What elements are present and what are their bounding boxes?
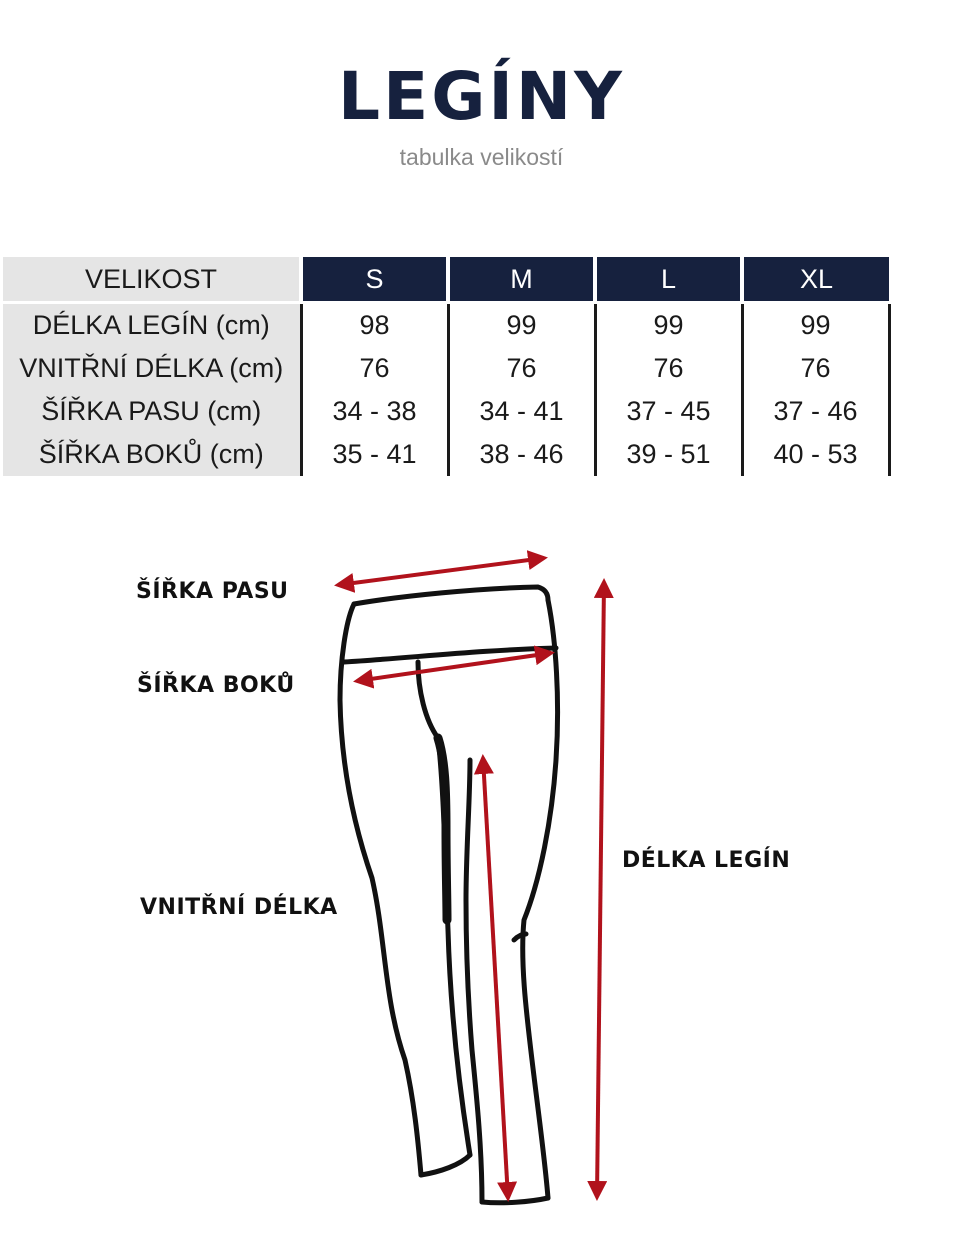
table-cell: 76: [742, 347, 889, 390]
table-cell: 37 - 45: [595, 390, 742, 433]
inseam-arrow: [483, 758, 508, 1198]
table-cell: 37 - 46: [742, 390, 889, 433]
size-table-header-row: [3, 257, 889, 303]
inseam-length-label: VNITŘNÍ DÉLKA: [140, 895, 338, 920]
waist-width-arrow: [338, 558, 544, 585]
row-label: DÉLKA LEGÍN (cm): [3, 303, 301, 348]
size-header-xl: XL: [742, 257, 889, 303]
page-title: LEGÍNY: [338, 58, 625, 135]
table-row: [3, 433, 889, 476]
total-length-label: DÉLKA LEGÍN: [622, 848, 791, 873]
size-column-header: VELIKOST: [3, 257, 301, 303]
table-cell: 76: [595, 347, 742, 390]
size-header-s: S: [301, 257, 448, 303]
table-cell: 40 - 53: [742, 433, 889, 476]
table-row: [3, 390, 889, 433]
table-cell: 39 - 51: [595, 433, 742, 476]
table-cell: 34 - 41: [448, 390, 595, 433]
leggings-measurement-diagram: [0, 520, 963, 1220]
table-cell: 99: [742, 303, 889, 348]
table-cell: 99: [595, 303, 742, 348]
hip-width-label: ŠÍŘKA BOKŮ: [137, 673, 295, 698]
size-table: [3, 257, 891, 476]
page-subtitle: tabulka velikostí: [399, 144, 564, 170]
table-cell: 99: [448, 303, 595, 348]
size-header-m: M: [448, 257, 595, 303]
size-header-l: L: [595, 257, 742, 303]
table-cell: 35 - 41: [301, 433, 448, 476]
table-cell: 34 - 38: [301, 390, 448, 433]
row-label: ŠÍŘKA PASU (cm): [3, 390, 301, 433]
total-length-arrow: [597, 582, 604, 1197]
table-cell: 76: [301, 347, 448, 390]
row-label: ŠÍŘKA BOKŮ (cm): [3, 433, 301, 476]
table-row: [3, 303, 889, 348]
row-label: VNITŘNÍ DÉLKA (cm): [3, 347, 301, 390]
table-row: [3, 347, 889, 390]
table-cell: 38 - 46: [448, 433, 595, 476]
table-cell: 76: [448, 347, 595, 390]
waist-width-label: ŠÍŘKA PASU: [136, 579, 289, 604]
table-cell: 98: [301, 303, 448, 348]
